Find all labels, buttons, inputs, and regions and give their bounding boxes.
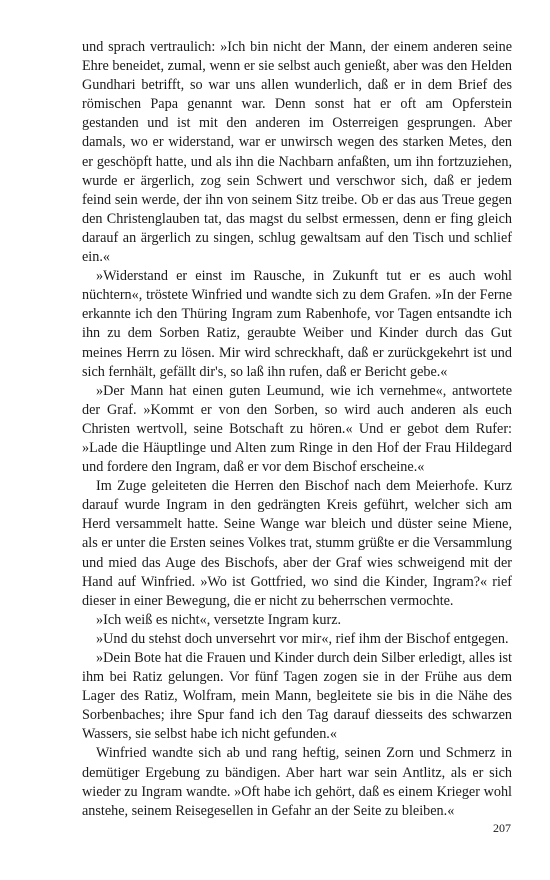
body-text xyxy=(82,38,512,821)
paragraph: »Ich weiß es nicht«, versetzte Ingram kurz. xyxy=(96,611,342,628)
paragraph: und sprach vertraulich: »Ich bin nicht der Mann, der einem anderen seine Ehre beneidet, zumal, wenn er sie selbst auch genießt, aber was den Helden Gundhari betrifft, so war uns allen wunderlich, daß er in dem Brief des römischen Papa genannt war. Denn sonst hat er oft am Opferstein gestanden und ist mit den anderen im Osterreigen gesprungen. Aber damals, wo er widerstand, war er unwirsch wegen des starken Metes, den er geschöpft hatte, und als ihn die Nachbarn anfaßten, um ihn fortzuziehen, wurde er ärgerlich, zog sein Schwert und verschwor sich, daß er jedem feind sein werde, der ihn von seinem Sitz treibe. Ob er das aus Treue gegen den Christenglauben tat, das magst du selbst ermessen, denn er fing gleich darauf an ärgerlich zu singen, schlug gewaltsam auf den Tisch und schlief ein.« xyxy=(82,39,512,266)
paragraph: Im Zuge geleiteten die Herren den Bischof nach dem Meierhofe. Kurz darauf wurde Ingram in den gedrängten Kreis geführt, welcher sich am Herd versammelt hatte. Seine Wange war bleich und düster seine Miene, als er unter die Ersten seines Volkes trat, stumm grüßte er die Versammlung und mied das Auge des Bischofs, aber der Graf wies schweigend mit der Hand auf Winfried. »Wo ist Gottfried, wo sind die Kinder, Ingram?« rief dieser in einer Bewegung, die er nicht zu beherrschen vermochte. xyxy=(82,478,512,609)
paragraph: »Der Mann hat einen guten Leumund, wie ich vernehme«, antwortete der Graf. »Kommt er von den Sorben, so wird auch anderen als euch Christen wertvoll, seine Botschaft zu hören.« Und er gebot dem Rufer: »Lade die Häuptlinge und Alten zum Ringe in den Hof der Frau Hildegard und fordere den Ingram, daß er vor dem Bischof erscheine.« xyxy=(82,382,512,476)
page-number: 207 xyxy=(493,821,511,835)
paragraph: »Widerstand er einst im Rausche, in Zukunft tut er es auch wohl nüchtern«, tröstete Winfried und wandte sich zu dem Grafen. »In der Ferne erkannte ich den Thüring Ingram zum Rabenhofe, vor Tagen entsandte ich ihn zu dem Sorben Ratiz, geraubte Weiber und Kinder durch das Gut meines Herrn zu lösen. Mir wird schreckhaft, daß er zurückgekehrt ist und sich fernhält, gefällt dir's, so laß ihn rufen, daß er Bericht gebe.« xyxy=(82,268,512,380)
paragraph: Winfried wandte sich ab und rang heftig, seinen Zorn und Schmerz in demütiger Ergebung zu bändigen. Aber hart war sein Antlitz, als er sich wieder zu Ingram wandte. »Oft habe ich gehört, daß es einem Krieger wohl anstehe, seinem Reisegesellen in Gefahr an der Seite zu bleiben.« xyxy=(82,745,512,819)
paragraph: »Und du stehst doch unversehrt vor mir«, rief ihm der Bischof entgegen. xyxy=(96,630,509,647)
paragraph: »Dein Bote hat die Frauen und Kinder durch dein Silber erledigt, alles ist ihm bei Ratiz gelungen. Vor fünf Tagen zogen sie in der Frühe aus dem Lager des Ratiz, Wolfram, mein Mann, begleitete sie bis in die Nähe des Sorbenbaches; ihre Spur fand ich den Tag darauf diesseits des schwarzen Wassers, sie selbst habe ich nicht gefunden.« xyxy=(82,650,512,743)
